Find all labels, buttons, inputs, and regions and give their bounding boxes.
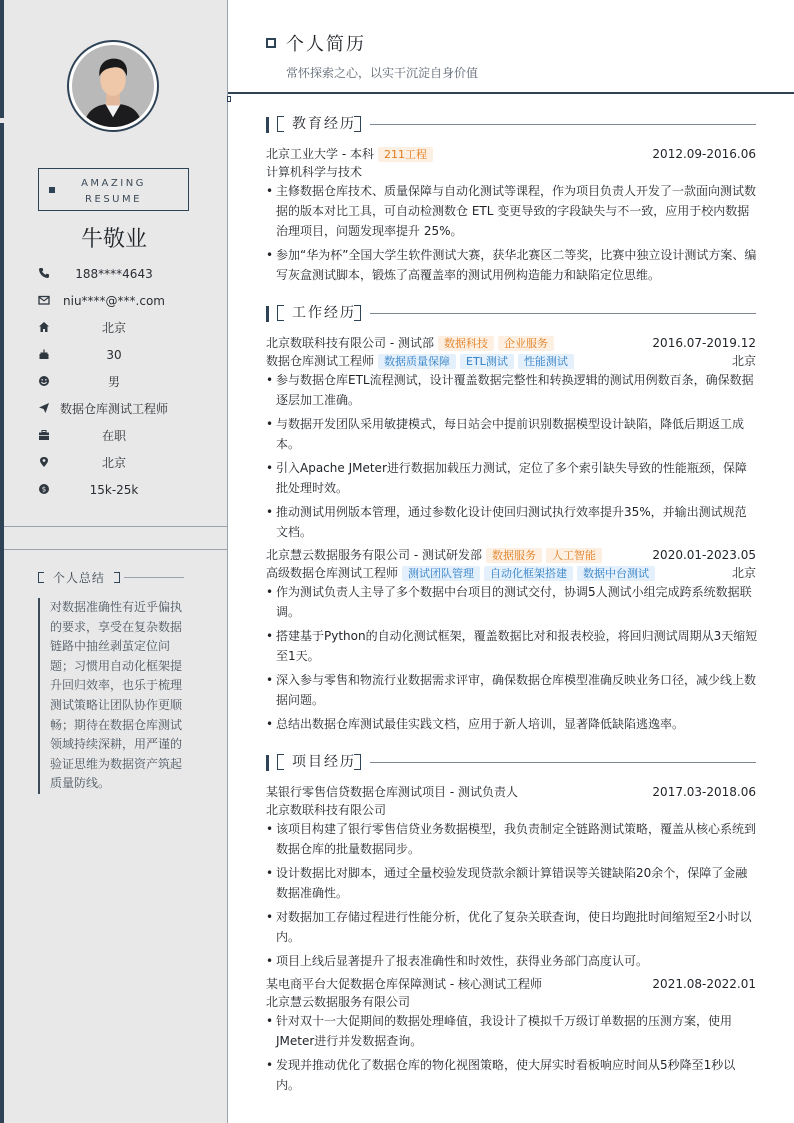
list-item: • 推动测试用例版本管理，通过参数化设计使回归测试执行效率提升35%，并输出测试规范文档。 [266,502,758,542]
list-item: • 主修数据仓库技术、质量保障与自动化测试等课程，作为项目负责人开发了一款面向测试数据的版本对比工具，可自动检测数仓 ETL 变更导致的字段缺失与不一致，应用于校内数据治理项目，问题发现率提升 25%。 [266,181,758,241]
project-org: 北京慧云数据服务有限公司 [266,995,411,1009]
square-icon [266,38,276,48]
list-item: • 引入Apache JMeter进行数据加载压力测试，定位了多个索引缺失导致的性能瓶颈，保障批处理时效。 [266,458,758,498]
education-school-row [266,146,756,162]
send-icon [38,402,50,414]
phone-icon [38,267,50,279]
summary-heading-text: 个人总结 [52,571,105,585]
summary-text: 对数据准确性有近乎偏执的要求，享受在复杂数据链路中抽丝剥茧定位问题；习惯用自动化框架提升回归效率，也乐于梳理测试策略让团队协作更顺畅；期待在数据仓库测试领域持续深耕，用严谨的验证思维为数据资产筑起质量防线。 [38,598,188,794]
section-title: 教育经历 [292,116,356,132]
sidebar [0,0,228,1123]
header-divider [228,92,794,94]
school-name: 北京工业大学 - 本科 [266,147,374,161]
summary-heading-rule [124,577,184,578]
email-icon [38,294,50,306]
avatar-photo [72,45,154,127]
list-item: • 该项目构建了银行零售信贷业务数据模型，我负责制定全链路测试策略，覆盖从核心系统到数据仓库的批量数据同步。 [266,819,758,859]
list-item: • 参与数据仓库ETL流程测试，设计覆盖数据完整性和转换逻辑的测试用例数百条，确保数据逐层加工准确。 [266,370,758,410]
education-major: 计算机科学与技术 [266,165,363,179]
info-gender [0,371,228,398]
list-item: • 与数据开发团队采用敏捷模式，每日站会中提前识别数据模型设计缺陷，降低后期返工成本。 [266,414,758,454]
project-date: 2021.08-2022.01 [652,977,756,991]
list-item: • 搭建基于Python的自动化测试框架，覆盖数据比对和报表校验，将回归测试周期从3天缩短至1天。 [266,626,758,666]
skill-tag: 性能测试 [518,354,574,369]
job-company-row [266,335,756,351]
amazing-resume-badge [38,168,189,211]
section-heading-work [266,304,756,324]
education-date: 2012.09-2016.06 [652,147,756,161]
smile-icon [38,375,50,387]
list-item: • 发现并推动优化了数据仓库的物化视图策略，使大屏实时看板响应时间从5秒降至1秒以内。 [266,1055,758,1095]
industry-tag: 企业服务 [498,336,554,351]
list-item: • 对数据加工存储过程进行性能分析，优化了复杂关联查询，使日均跑批时间缩短至2小时以内。 [266,907,758,947]
school-tag: 211工程 [378,147,433,162]
job-date: 2016.07-2019.12 [652,336,756,350]
job-role: 数据仓库测试工程师 [266,354,375,368]
info-age [0,344,228,371]
badge-line2: RESUME [85,194,142,205]
project-name: 某银行零售信贷数据仓库测试项目 - 测试负责人 [266,785,518,799]
svg-text:$: $ [41,485,47,494]
project-title-row [266,784,756,800]
list-item: • 针对双十一大促期间的数据处理峰值，我设计了模拟千万级订单数据的压测方案，使用JMeter进行并发数据查询。 [266,1011,758,1051]
skill-tag: 数据中台测试 [577,566,655,581]
summary-heading [38,569,120,586]
project-date: 2017.03-2018.06 [652,785,756,799]
section-heading-education [266,115,756,135]
briefcase-icon [38,429,50,441]
page-subtitle: 常怀探索之心，以实干沉淀自身价值 [286,66,479,80]
avatar [67,40,159,132]
home-icon [38,321,50,333]
square-icon [49,187,55,193]
person-name: 牛敬业 [80,227,147,252]
list-item: • 深入参与零售和物流行业数据需求评审，确保数据仓库模型准确反映业务口径，减少线上数据问题。 [266,670,758,710]
info-text: 北京 [101,456,126,470]
main-content [228,0,794,1123]
info-city [0,452,228,479]
project-name: 某电商平台大促数据仓库保障测试 - 核心测试工程师 [266,977,542,991]
info-status [0,425,228,452]
job-city: 北京 [731,566,756,580]
job-role: 高级数据仓库测试工程师 [266,566,399,580]
sidebar-edge-bar [0,0,4,1123]
info-position [0,398,228,425]
info-home [0,317,228,344]
project-org: 北京数联科技有限公司 [266,803,387,817]
info-text: 15k-25k [89,483,139,497]
job-city: 北京 [731,354,756,368]
info-text: 188****4643 [75,267,153,281]
divider [4,549,227,550]
industry-tag: 数据科技 [438,336,494,351]
section-heading-projects [266,753,756,773]
list-item: • 作为测试负责人主导了多个数据中台项目的测试交付，协调5人测试小组完成跨系统数据联调。 [266,582,758,622]
cake-icon [38,348,50,360]
info-salary [0,479,228,506]
location-icon [38,456,50,468]
job-role-row [266,353,756,369]
list-item: • 项目上线后显著提升了报表准确性和时效性，获得业务部门高度认可。 [266,951,758,971]
personal-info-list [0,263,228,506]
page-title: 个人简历 [286,34,366,55]
info-phone [0,263,228,290]
info-text: 男 [107,375,120,389]
skill-tag: 测试团队管理 [402,566,480,581]
divider [4,526,227,527]
project-title-row [266,976,756,992]
info-text: 北京 [101,321,126,335]
info-text: 30 [106,348,122,362]
company-name: 北京慧云数据服务有限公司 - 测试研发部 [266,548,482,562]
skill-tag: 自动化框架搭建 [484,566,573,581]
list-item: • 参加“华为杯”全国大学生软件测试大赛，获华北赛区二等奖，比赛中独立设计测试方案、编写灰盒测试脚本，锻炼了高覆盖率的测试用例构造能力和缺陷定位思维。 [266,245,758,285]
job-role-row [266,565,756,581]
info-text: 数据仓库测试工程师 [59,402,168,416]
info-text: niu****@***.com [63,294,165,308]
list-item: • 总结出数据仓库测试最佳实践文档，应用于新人培训，显著降低缺陷逃逸率。 [266,714,758,734]
industry-tag: 数据服务 [486,548,542,563]
skill-tag: ETL测试 [460,354,514,369]
company-name: 北京数联科技有限公司 - 测试部 [266,336,434,350]
skill-tag: 数据质量保障 [378,354,456,369]
section-title: 工作经历 [292,305,356,321]
job-company-row [266,547,756,563]
industry-tag: 人工智能 [546,548,602,563]
list-item: • 设计数据比对脚本，通过全量校验发现贷款余额计算错误等关键缺陷20余个，保障了金融数据准确性。 [266,863,758,903]
job-date: 2020.01-2023.05 [652,548,756,562]
badge-line1: AMAZING [81,178,146,189]
info-email [0,290,228,317]
info-text: 在职 [101,429,126,443]
money-icon [38,483,50,495]
section-title: 项目经历 [292,754,356,770]
